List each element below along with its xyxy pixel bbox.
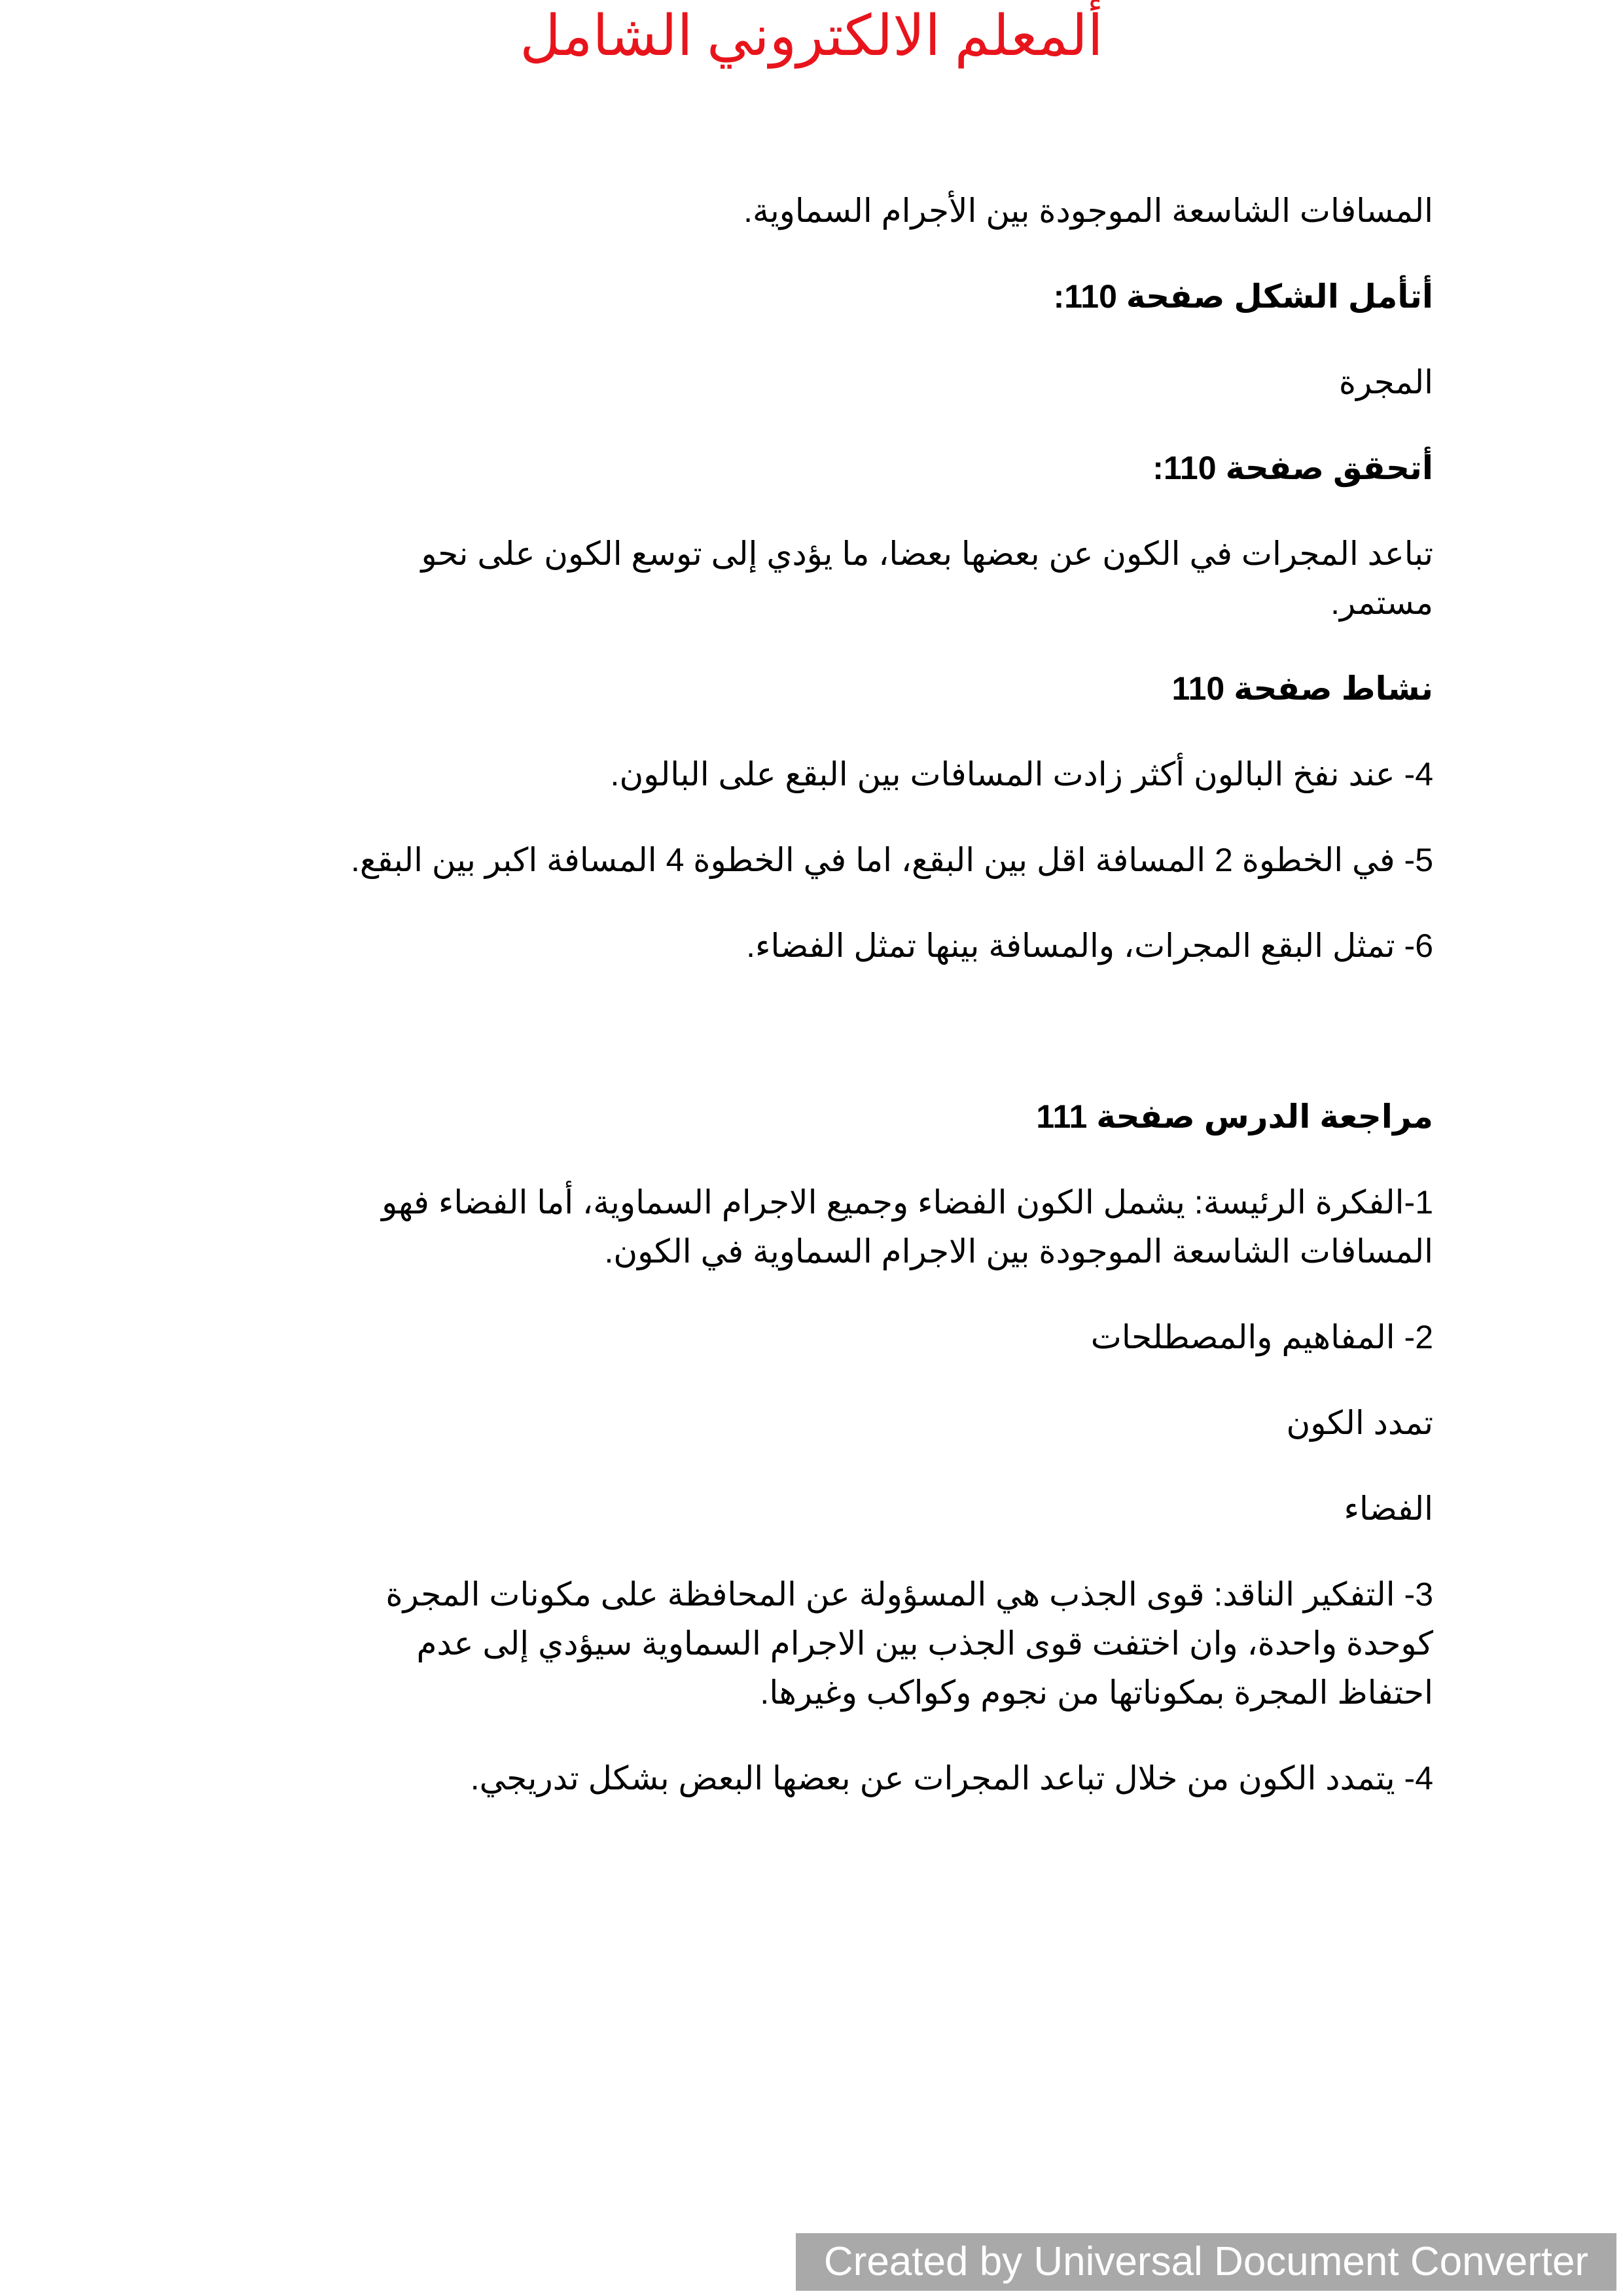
review-item-critical-thinking: 3- التفكير الناقد: قوى الجذب هي المسؤولة عن المحافظة على مكونات المجرة كوحدة واحدة، وان اختفت قوى الجذب بين الاجرام السماوية سيؤدي إلى عدم احتفاظ المجرة بمكوناتها من نجوم وكواكب وغيرها. [385, 1576, 1433, 1711]
page-title: ألمعلم الالكتروني الشامل [520, 5, 1103, 67]
activity-item-6: 6- تمثل البقع المجرات، والمسافة بينها تمثل الفضاء. [746, 927, 1433, 964]
review-term-expansion: تمدد الكون [1286, 1405, 1433, 1441]
section-spacer [314, 1007, 1433, 1092]
document-body [314, 187, 1433, 1840]
heading-observe-figure: أتأمل الشكل صفحة 110: [1053, 278, 1433, 315]
intro-line: المسافات الشاسعة الموجودة بين الأجرام السماوية. [743, 192, 1433, 229]
review-term-space: الفضاء [1344, 1490, 1433, 1527]
review-item-main-idea: 1-الفكرة الرئيسة: يشمل الكون الفضاء وجميع الاجرام السماوية، أما الفضاء فهو المسافات الشاسعة الموجودة بين الاجرام السماوية في الكون. [382, 1184, 1433, 1270]
heading-verify: أتحقق صفحة 110: [1152, 450, 1433, 486]
activity-item-5: 5- في الخطوة 2 المسافة اقل بين البقع، اما في الخطوة 4 المسافة اكبر بين البقع. [350, 842, 1433, 878]
review-item-concepts: 2- المفاهيم والمصطلحات [1090, 1319, 1433, 1355]
activity-item-4: 4- عند نفخ البالون أكثر زادت المسافات بين البقع على البالون. [610, 756, 1433, 793]
review-item-expansion: 4- يتمدد الكون من خلال تباعد المجرات عن بعضها البعض بشكل تدريجي. [470, 1760, 1433, 1797]
answer-observe-figure: المجرة [1338, 364, 1433, 401]
answer-verify: تباعد المجرات في الكون عن بعضها بعضا، ما يؤدي إلى توسع الكون على نحو مستمر. [421, 535, 1433, 621]
heading-lesson-review: مراجعة الدرس صفحة 111 [1036, 1098, 1433, 1135]
heading-activity: نشاط صفحة 110 [1171, 670, 1433, 707]
converter-watermark: Created by Universal Document Converter [796, 2233, 1616, 2291]
